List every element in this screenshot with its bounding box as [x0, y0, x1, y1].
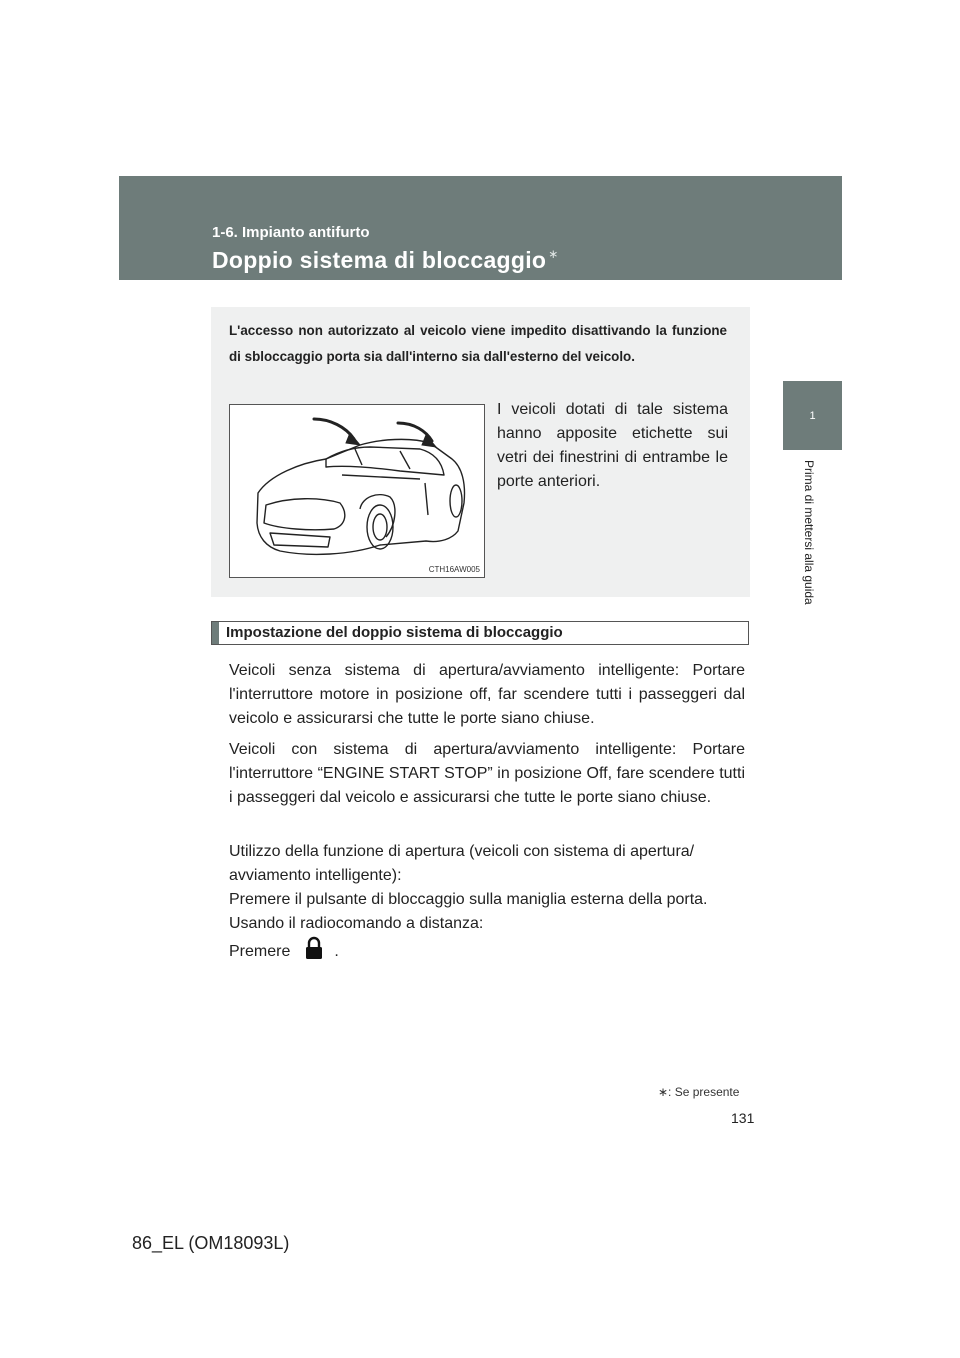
subsection-heading-text: Impostazione del doppio sistema di bloccaggio	[226, 624, 563, 641]
subsection-heading	[211, 621, 749, 645]
instruction-line-3: Usando il radiocomando a distanza:	[229, 915, 484, 932]
footnote: ∗: Se presente	[658, 1085, 740, 1099]
title-footnote-mark: ∗	[548, 247, 559, 261]
car-drawing-icon	[230, 405, 484, 577]
chapter-label: Prima di mettersi alla guida	[802, 460, 816, 605]
chapter-tab	[783, 381, 842, 450]
chapter-number: 1	[809, 409, 816, 422]
instruction-period: .	[334, 943, 339, 961]
page-title-text: Doppio sistema di bloccaggio	[212, 247, 547, 273]
paragraph-lock-instructions	[229, 840, 745, 968]
heading-accent-bar	[212, 622, 219, 644]
illustration-caption: I veicoli dotati di tale sistema hanno apposite etichette sui vetri dei finestrini di entrambe le porte anteriori.	[497, 401, 728, 490]
paragraph-no-smart-entry: Veicoli senza sistema di apertura/avviamento intelligente: Portare l'interruttore motore in posizione off, far scendere tutti i passeggeri dal veicolo e assicurarsi che tutte le porte siano chiuse.	[229, 662, 745, 727]
illustration-code: CTH16AW005	[428, 565, 480, 574]
lock-icon	[304, 936, 324, 968]
page-number: 131	[731, 1110, 755, 1126]
instruction-line-4	[229, 936, 745, 968]
section-label: 1-6. Impianto antifurto	[212, 224, 370, 241]
paragraph-smart-entry: Veicoli con sistema di apertura/avviamento intelligente: Portare l'interruttore “ENGINE START STOP” in posizione Off, fare scendere tutti i passeggeri dal veicolo e assicurarsi che tutte le porte siano chiuse.	[229, 741, 745, 806]
instruction-press-label: Premere	[229, 943, 291, 961]
instruction-line-2: Premere il pulsante di bloccaggio sulla maniglia esterna della porta.	[229, 891, 708, 908]
intro-text: L'accesso non autorizzato al veicolo viene impedito disattivando la funzione di sbloccaggio porta sia dall'interno sia dall'esterno del veicolo.	[229, 323, 727, 364]
page-title	[212, 247, 559, 274]
document-code: 86_EL (OM18093L)	[132, 1233, 290, 1253]
car-illustration	[229, 404, 485, 578]
instruction-line-1: Utilizzo della funzione di apertura (veicoli con sistema di apertura/ avviamento intelligente):	[229, 843, 695, 884]
